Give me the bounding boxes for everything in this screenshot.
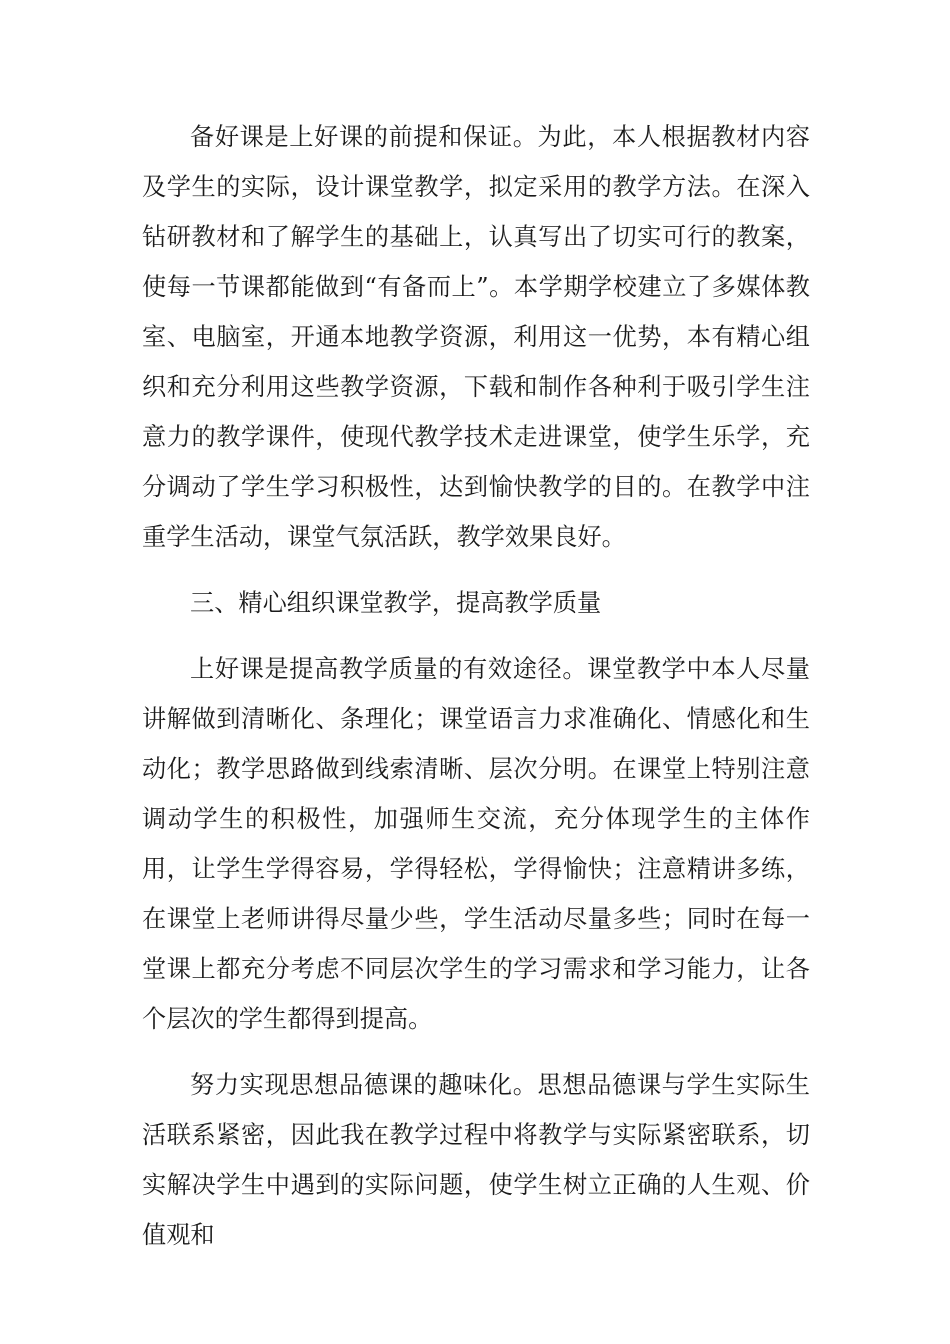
document-page <box>142 112 810 1260</box>
section-heading: 三、精心组织课堂教学，提高教学质量 <box>190 589 602 617</box>
paragraph-lesson-preparation: 备好课是上好课的前提和保证。为此，本人根据教材内容及学生的实际，设计课堂教学，拟定采用的教学方法。在深入钻研教材和了解学生的基础上，认真写出了切实可行的教案，使每一节课都能做到“有备而上”。本学期学校建立了多媒体教室、电脑室，开通本地教学资源，利用这一优势，本有精心组织和充分利用这些教学资源，下载和制作各种利于吸引学生注意力的教学课件，使现代教学技术走进课堂，使学生乐学，充分调动了学生学习积极性，达到愉快教学的目的。在教学中注重学生活动，课堂气氛活跃，教学效果良好。 <box>142 123 810 551</box>
paragraph-interest-teaching: 努力实现思想品德课的趣味化。思想品德课与学生实际生活联系紧密，因此我在教学过程中将教学与实际紧密联系，切实解决学生中遇到的实际问题，使学生树立正确的人生观、价值观和 <box>142 1071 810 1249</box>
paragraph-classroom-teaching: 上好课是提高教学质量的有效途径。课堂教学中本人尽量讲解做到清晰化、条理化；课堂语言力求准确化、情感化和生动化；教学思路做到线索清晰、层次分明。在课堂上特别注意调动学生的积极性，加强师生交流，充分体现学生的主体作用，让学生学得容易，学得轻松，学得愉快；注意精讲多练，在课堂上老师讲得尽量少些，学生活动尽量多些；同时在每一堂课上都充分考虑不同层次学生的学习需求和学习能力，让各个层次的学生都得到提高。 <box>142 655 810 1033</box>
